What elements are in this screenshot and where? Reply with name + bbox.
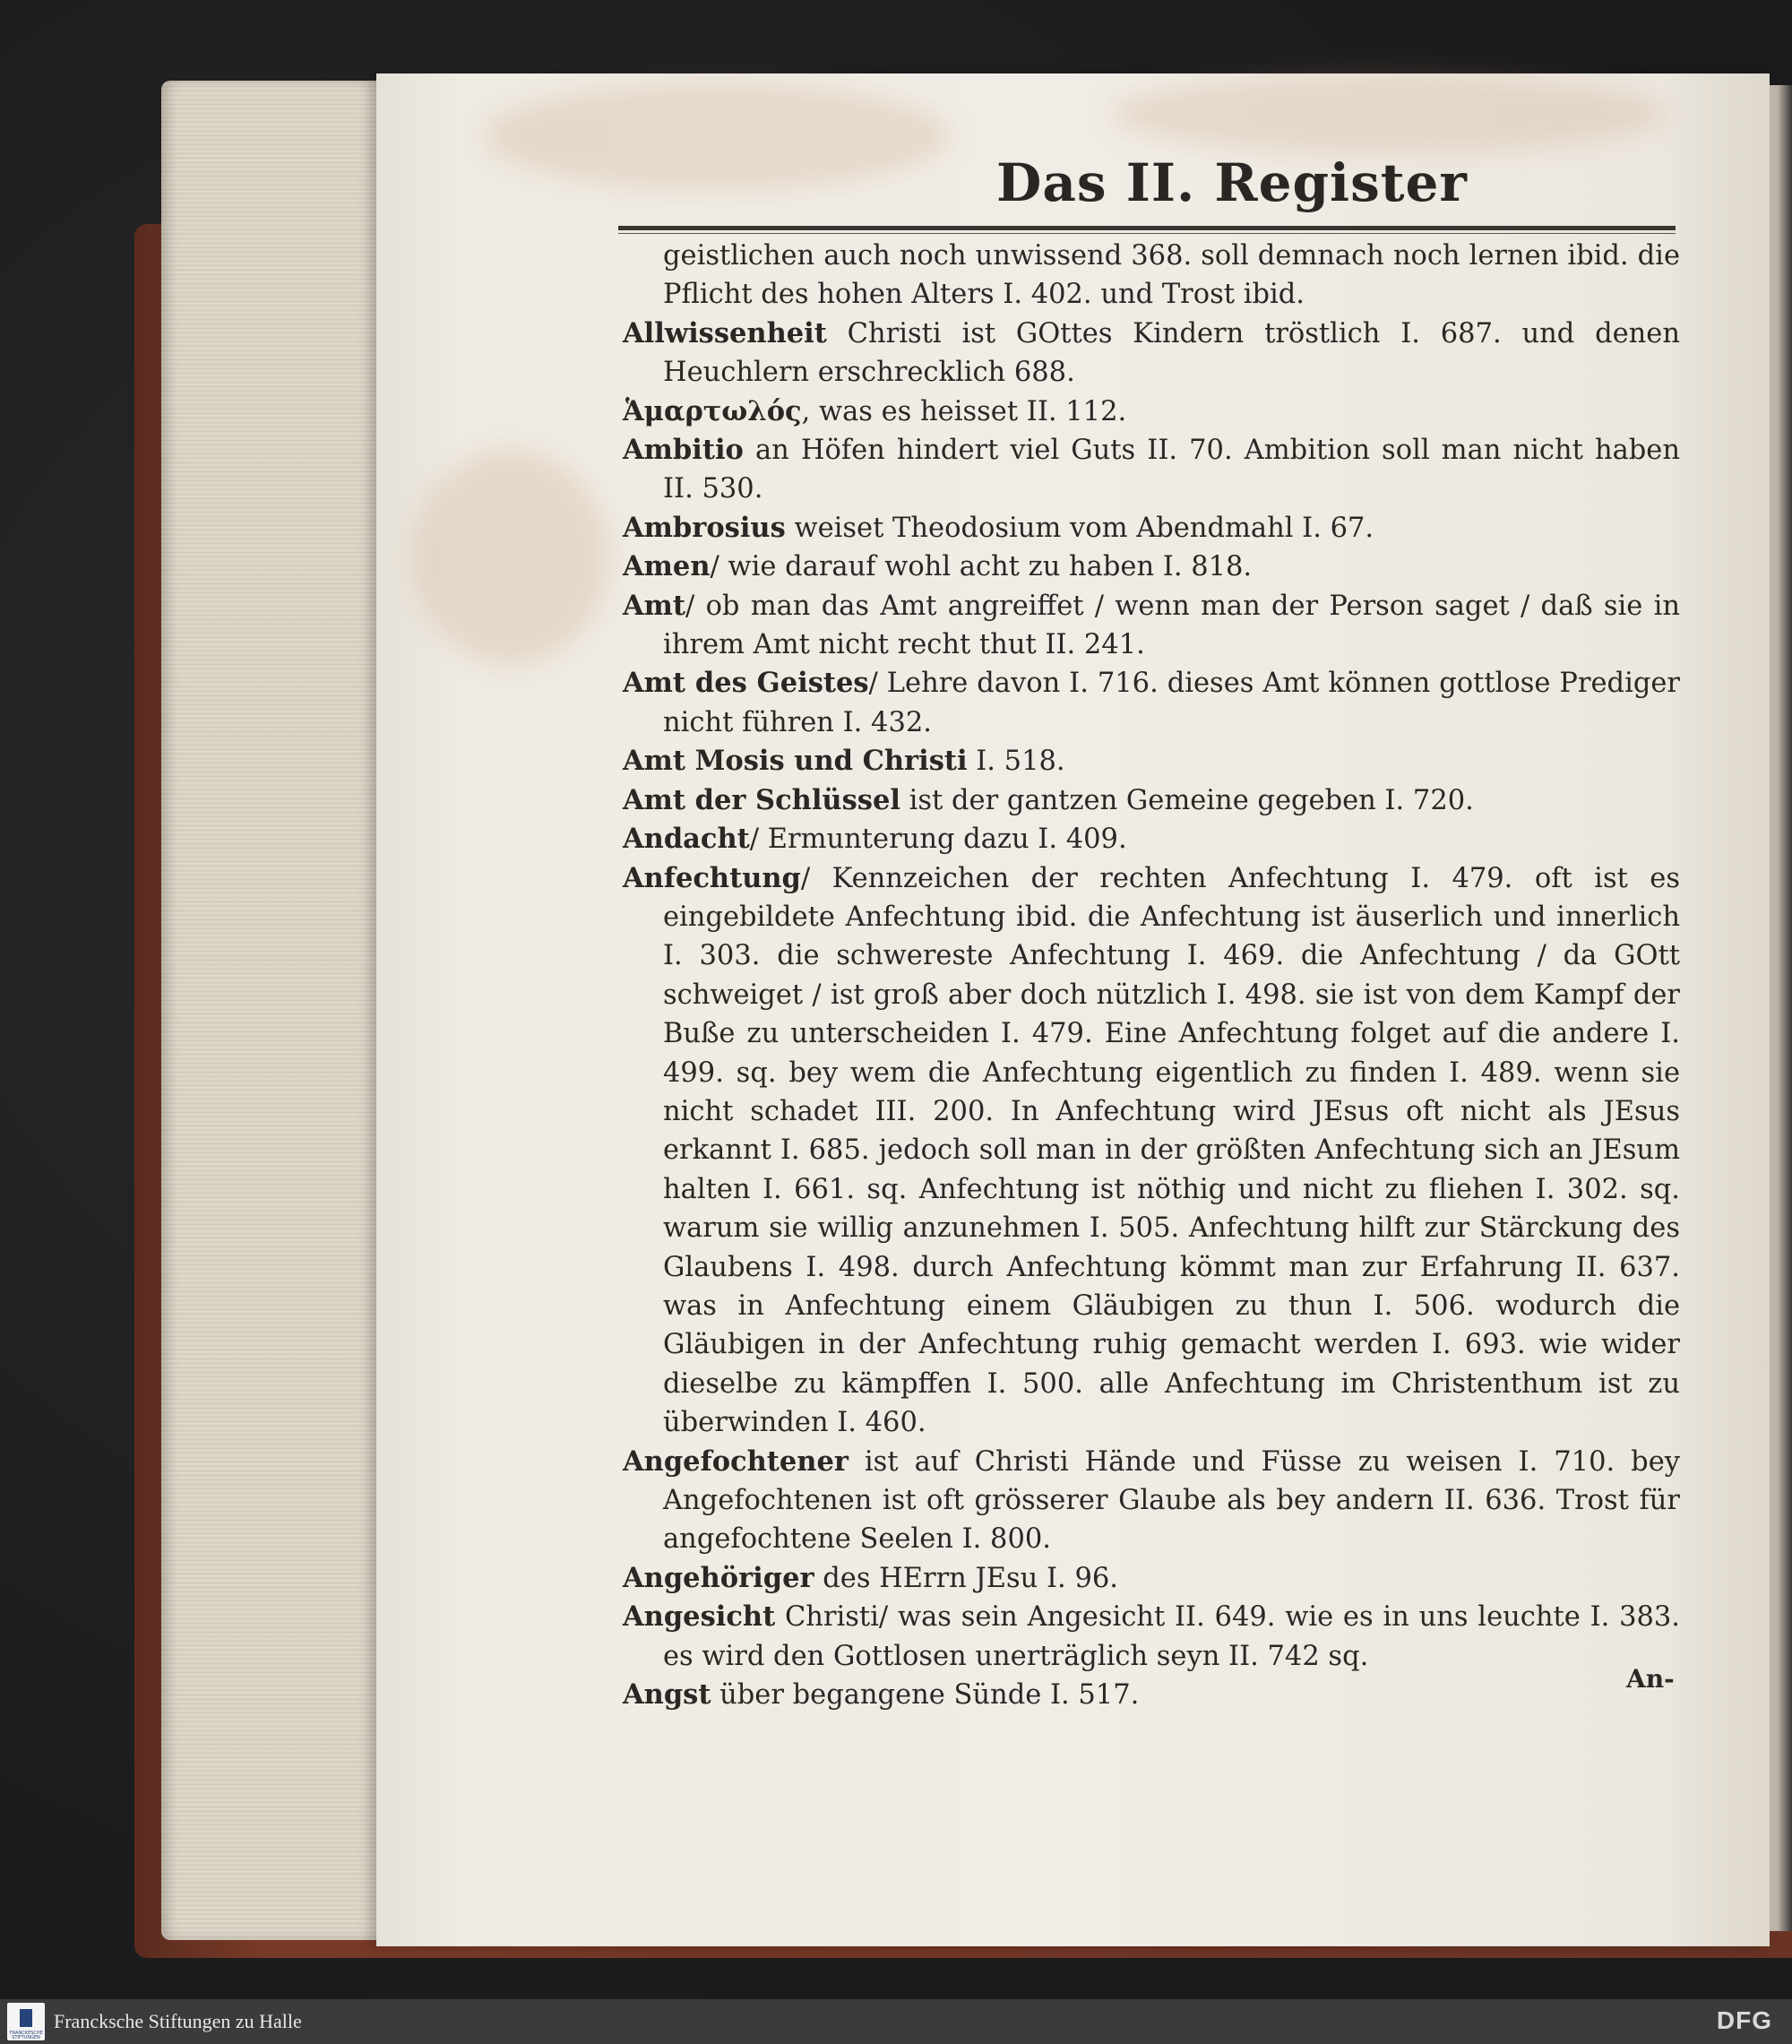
entry-keyword: Ambrosius bbox=[623, 511, 786, 544]
register-entry bbox=[623, 315, 1680, 392]
register-entry bbox=[623, 587, 1680, 665]
entry-text: ist auf Christi Hände und Füsse zu weisen I. 710. bey Angefochtenen ist oft grösserer Glaube als bey andern II. 636. Trost für angefochtene Seelen I. 800. bbox=[663, 1445, 1680, 1556]
register-entry bbox=[623, 392, 1680, 431]
register-entry bbox=[623, 664, 1680, 742]
entry-text: / ob man das Amt angreiffet / wenn man der Person saget / daß sie in ihrem Amt nicht recht thut II. 241. bbox=[663, 590, 1680, 661]
entry-text: weiset Theodosium vom Abendmahl I. 67. bbox=[785, 512, 1374, 544]
entry-text: / Ermunterung dazu I. 409. bbox=[749, 824, 1127, 856]
register-entry bbox=[623, 820, 1680, 858]
page-edges bbox=[161, 81, 394, 1940]
register-entry bbox=[623, 742, 1680, 781]
entry-keyword: Amen bbox=[623, 550, 711, 583]
register-entry bbox=[623, 1443, 1680, 1559]
paper-stain bbox=[484, 82, 950, 190]
entry-text: geistlichen auch noch unwissend 368. soll demnach noch lernen ibid. die Pflicht des hohen Alters I. 402. und Trost ibid. bbox=[663, 240, 1680, 311]
logo-text: FRANCKESCHE STIFTUNGEN bbox=[10, 2031, 43, 2040]
entry-text: an Höfen hindert viel Guts II. 70. Ambition soll man nicht haben II. 530. bbox=[663, 435, 1680, 505]
header-rule bbox=[618, 226, 1676, 230]
entry-text: I. 518. bbox=[967, 746, 1065, 778]
entry-keyword: Ambitio bbox=[623, 434, 744, 467]
register-entry bbox=[623, 237, 1680, 315]
register-entries bbox=[623, 237, 1680, 1714]
entry-text: Christi/ was sein Angesicht II. 649. wie es in uns leuchte I. 383. es wird den Gottlosen unerträglich seyn II. 742 sq. bbox=[663, 1601, 1680, 1672]
entry-keyword: Amt der Schlüssel bbox=[623, 783, 900, 816]
entry-keyword: Angst bbox=[623, 1678, 711, 1712]
page-header-title: Das II. Register bbox=[996, 152, 1468, 213]
entry-text: / wie darauf wohl acht zu haben I. 818. bbox=[710, 551, 1253, 583]
institution-logo[interactable] bbox=[7, 2003, 45, 2040]
entry-keyword: Ἁμαρτωλός bbox=[623, 394, 802, 427]
register-entry bbox=[623, 509, 1680, 548]
entry-keyword: Angefochtener bbox=[623, 1445, 849, 1478]
entry-text: über begangene Sünde I. 517. bbox=[711, 1679, 1140, 1712]
footer-bar bbox=[0, 1999, 1792, 2044]
register-entry bbox=[623, 548, 1680, 586]
paper-stain bbox=[1111, 73, 1667, 154]
building-icon bbox=[20, 2009, 32, 2027]
book-page bbox=[376, 73, 1770, 1946]
entry-keyword: Amt bbox=[623, 589, 686, 622]
entry-text: des HErrn JEsu I. 96. bbox=[814, 1562, 1118, 1594]
register-entry bbox=[623, 1559, 1680, 1598]
register-entry bbox=[623, 859, 1680, 1443]
register-entry bbox=[623, 431, 1680, 509]
entry-keyword: Amt des Geistes bbox=[623, 667, 869, 700]
entry-text: / Kennzeichen der rechten Anfechtung I. 479. oft ist es eingebildete Anfechtung ibid. die Anfechtung ist äuserlich und innerlich I. 303. die schwereste Anfechtung I. 469. die Anfechtung / da GOtt schweiget / ist groß aber doch nützlich I. 498. sie ist von dem Kampf der Buße zu unterscheiden I. 479. Eine Anfechtung folget auf die andere I. 499. sq. bey wem die Anfechtung eigentlich zu finden I. 489. wenn sie nicht schadet III. 200. In Anfechtung wird JEsus oft nicht als JEsus erkannt I. 685. jedoch soll man in der größten Anfechtung sich an JEsum halten I. 661. sq. Anfechtung ist nöthig und nicht zu fliehen I. 302. sq. warum sie willig anzunehmen I. 505. Anfechtung hilft zur Stärckung des Glaubens I. 498. durch Anfechtung kömmt man zur Erfahrung II. 637. was in Anfechtung einem Gläubigen zu thun I. 506. wodurch die Gläubigen in der Anfechtung ruhig gemacht werden I. 693. wie wider dieselbe zu kämpffen I. 500. alle Anfechtung im Christenthum ist zu überwinden I. 460. bbox=[663, 862, 1680, 1439]
entry-text: Christi ist GOttes Kindern tröstlich I. 687. und denen Heuchlern erschrecklich 688. bbox=[663, 317, 1680, 389]
entry-keyword: Angesicht bbox=[623, 1600, 776, 1634]
entry-keyword: Andacht bbox=[623, 823, 750, 856]
entry-text: / Lehre davon I. 716. dieses Amt können gottlose Prediger nicht führen I. 432. bbox=[663, 668, 1680, 738]
register-entry bbox=[623, 1598, 1680, 1676]
catchword: An- bbox=[1626, 1664, 1675, 1694]
header-rule-thin bbox=[618, 233, 1676, 234]
register-entry bbox=[623, 781, 1680, 820]
paper-stain bbox=[412, 450, 609, 665]
entry-keyword: Angehöriger bbox=[623, 1561, 814, 1594]
entry-keyword: Anfechtung bbox=[623, 861, 801, 894]
entry-text: ist der gantzen Gemeine gegeben I. 720. bbox=[900, 784, 1474, 816]
entry-text: , was es heisset II. 112. bbox=[801, 395, 1127, 427]
dfg-logo[interactable]: DFG bbox=[1716, 2006, 1772, 2034]
institution-name[interactable]: Francksche Stiftungen zu Halle bbox=[54, 2010, 302, 2032]
register-entry bbox=[623, 1676, 1680, 1714]
entry-keyword: Amt Mosis und Christi bbox=[623, 745, 968, 778]
entry-keyword: Allwissenheit bbox=[623, 316, 827, 349]
